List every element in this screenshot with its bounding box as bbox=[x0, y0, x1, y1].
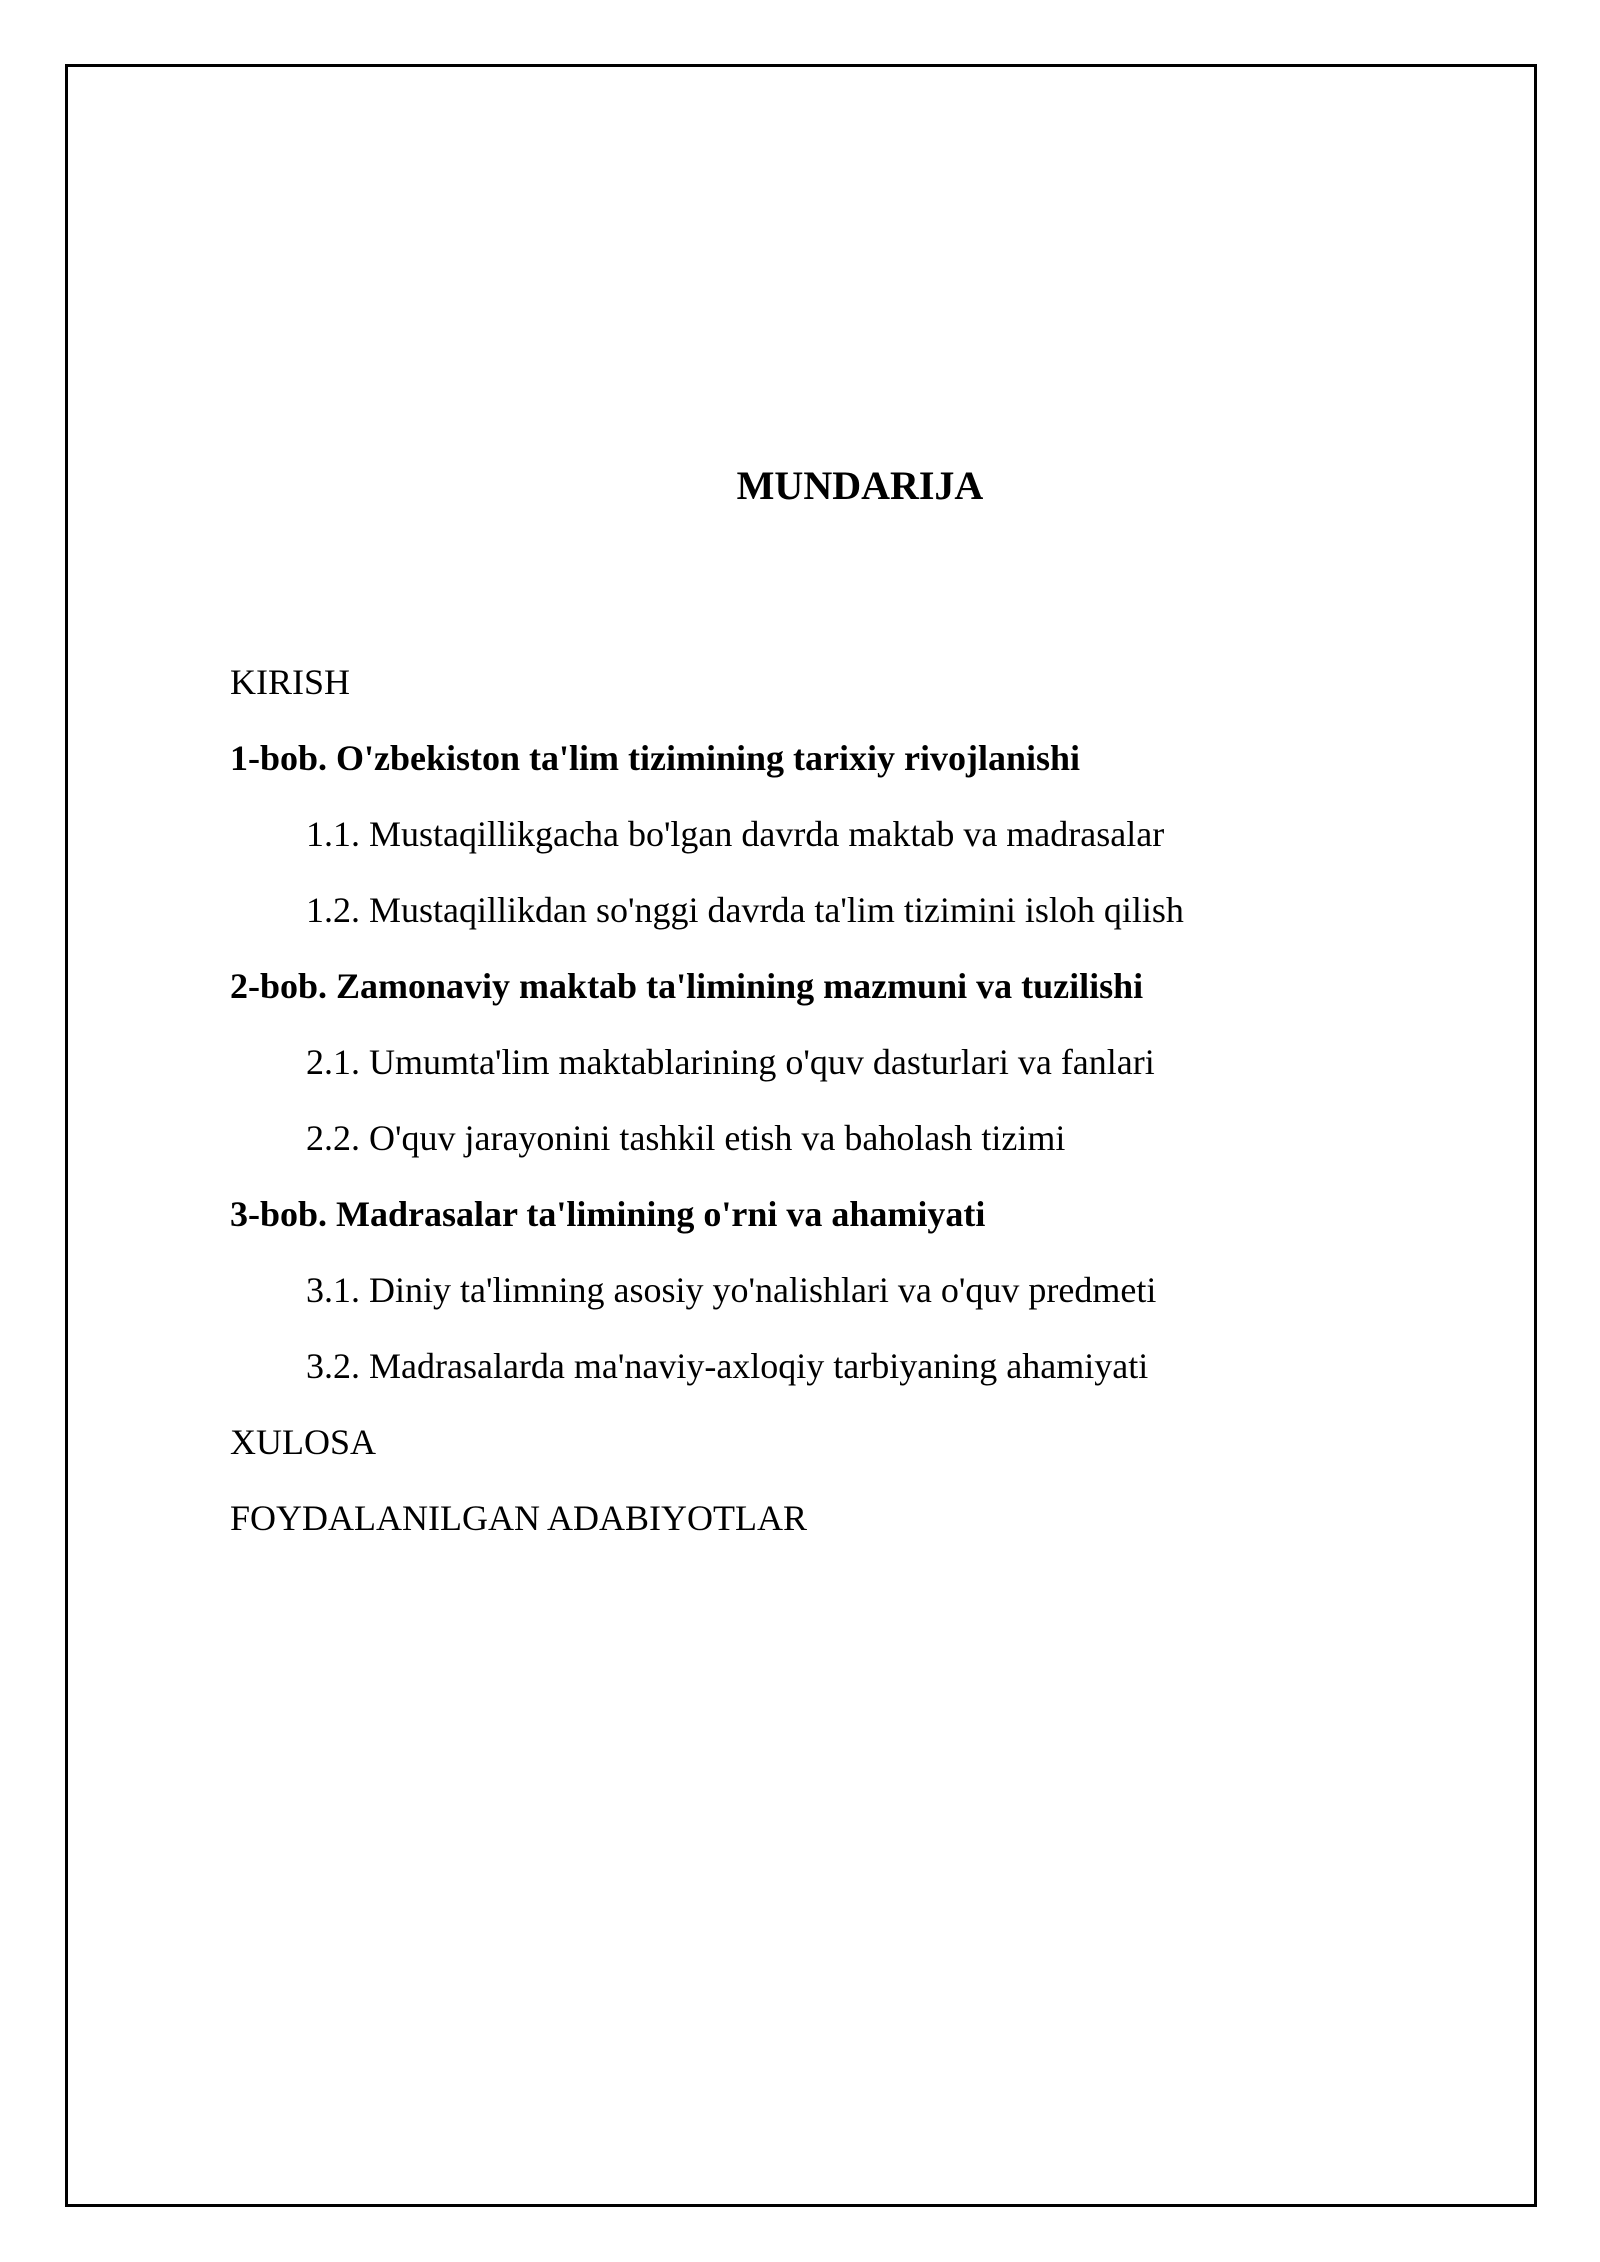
toc-entry-adabiyotlar: FOYDALANILGAN ADABIYOTLAR bbox=[230, 1498, 807, 1538]
toc-section-1-1: 1.1. Mustaqillikgacha bo'lgan davrda maktab va madrasalar bbox=[306, 814, 1165, 854]
toc-section-2-1: 2.1. Umumta'lim maktablarining o'quv dasturlari va fanlari bbox=[306, 1042, 1155, 1082]
toc-section-2-2: 2.2. O'quv jarayonini tashkil etish va baholash tizimi bbox=[306, 1118, 1066, 1158]
toc-entry-xulosa: XULOSA bbox=[230, 1422, 377, 1462]
toc-chapter-3: 3-bob. Madrasalar ta'limining o'rni va ahamiyati bbox=[230, 1194, 986, 1234]
toc-section-3-1: 3.1. Diniy ta'limning asosiy yo'nalishlari va o'quv predmeti bbox=[306, 1270, 1157, 1310]
toc-chapter-2: 2-bob. Zamonaviy maktab ta'limining mazmuni va tuzilishi bbox=[230, 966, 1144, 1006]
table-of-contents bbox=[230, 644, 1184, 1556]
toc-section-1-2: 1.2. Mustaqillikdan so'nggi davrda ta'lim tizimini isloh qilish bbox=[306, 890, 1184, 930]
toc-section-3-2: 3.2. Madrasalarda ma'naviy-axloqiy tarbiyaning ahamiyati bbox=[306, 1346, 1149, 1386]
toc-chapter-1: 1-bob. O'zbekiston ta'lim tizimining tarixiy rivojlanishi bbox=[230, 738, 1081, 778]
toc-entry-kirish: KIRISH bbox=[230, 662, 351, 702]
page-title: MUNDARIJA bbox=[736, 463, 984, 508]
